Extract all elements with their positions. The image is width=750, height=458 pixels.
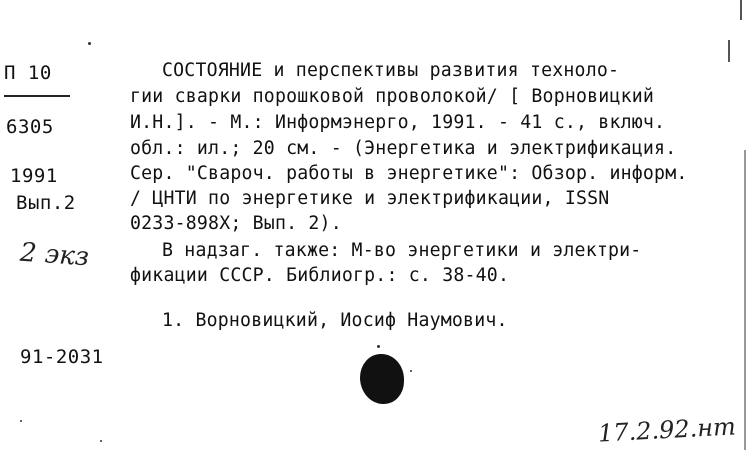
speck (20, 420, 22, 422)
note-line-1: В надзаг. также: М-во энергетики и электри- (162, 240, 642, 261)
edge-mark (740, 0, 742, 20)
entry-line-3: И.Н.]. - М.: Информэнерго, 1991. - 41 с., включ. (130, 112, 666, 133)
entry-line-6: / ЦНТИ по энергетике и электрификации, ISSN (130, 188, 610, 209)
entry-line-4: обл.: ил.; 20 см. - (Энергетика и электрификация. (130, 138, 677, 159)
edge-mark (744, 150, 746, 450)
call-number-divider (4, 95, 70, 97)
entry-line-1: СОСТОЯНИЕ и перспективы развития техноло- (162, 60, 620, 81)
added-entry-tracing: 1. Ворновицкий, Иосиф Наумович. (162, 310, 508, 331)
speck (410, 370, 412, 372)
speck (377, 345, 380, 348)
note-line-2: фикации СССР. Библиогр.: с. 38-40. (130, 265, 510, 286)
speck (100, 440, 102, 442)
series-code: П 10 (4, 62, 52, 84)
ink-blot (360, 354, 404, 404)
entry-line-5: Сер. "Свароч. работы в энергетике": Обзор. информ. (130, 163, 688, 184)
issue-number: Вып.2 (16, 192, 76, 214)
record-number: 91-2031 (20, 346, 104, 368)
entry-line-2: гии сварки порошковой проволокой/ [ Ворновицкий (130, 86, 655, 107)
edge-mark (728, 40, 730, 62)
entry-line-7: 0233-898X; Вып. 2). (130, 213, 342, 234)
index-code: 6305 (6, 116, 54, 138)
speck (88, 42, 91, 45)
handwritten-date: 17.2.92.нт (597, 412, 737, 448)
handwritten-copies-note: 2 экз (19, 237, 91, 273)
publication-year: 1991 (10, 165, 58, 187)
